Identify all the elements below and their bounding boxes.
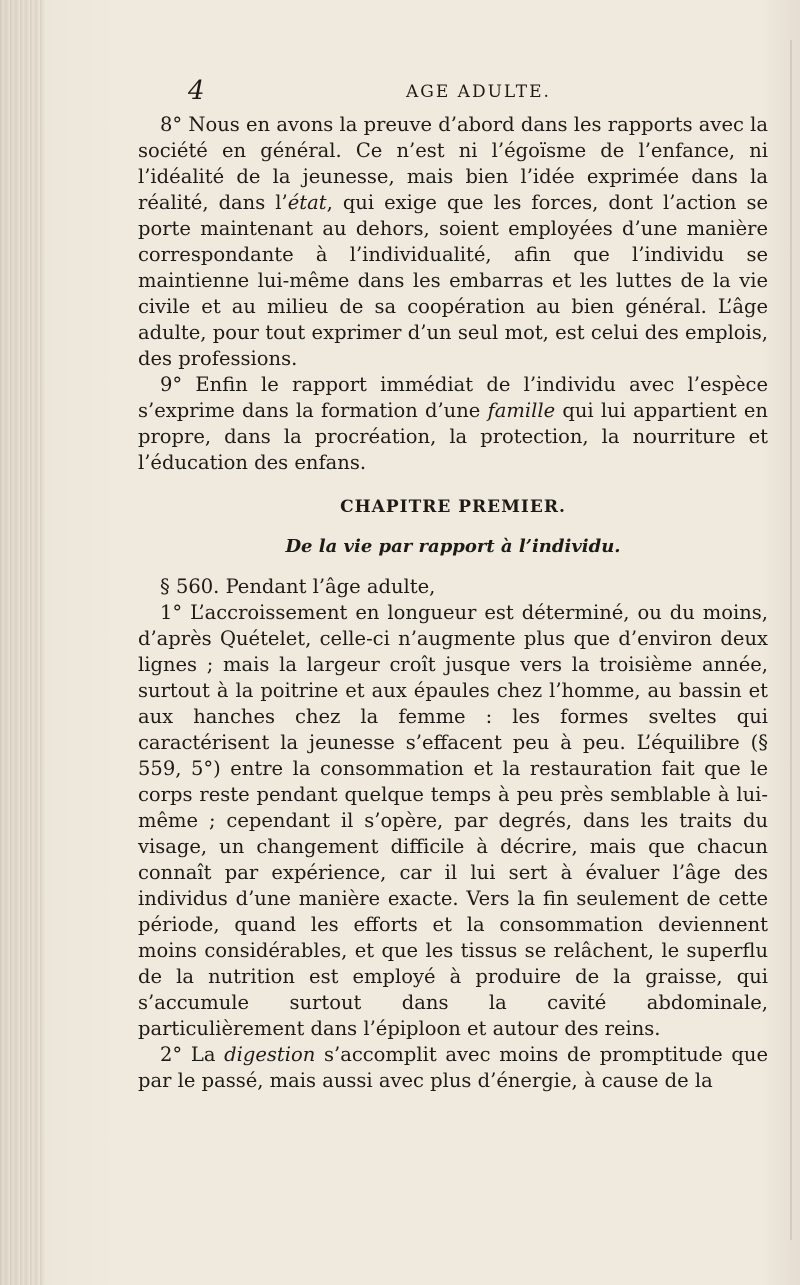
emphasis-famille: famille (487, 399, 556, 422)
paragraph-9: 9° Enfin le rapport immédiat de l’individu avec l’espèce s’exprime dans la formation d’une famille qui lui appartient en propre, dans la procréation, la protection, la nourriture et l’éducation des enfans. (138, 373, 768, 474)
chapter-subtitle: De la vie par rapport à l’individu. (285, 536, 621, 557)
chapter-heading: CHAPITRE PREMIER. (340, 497, 566, 517)
paragraph-1: 1° L’accroissement en longueur est déterminé, ou du moins, d’après Quételet, celle-ci n’augmente plus que d’environ deux lignes ; mais la largeur croît jusque vers la troisième année, surtout à la poitrine et aux épaules chez l’homme, au bassin et aux hanches chez la femme : les formes sveltes qui caractérisent la jeunesse s’effacent peu à peu. L’équilibre (§ 559, 5°) entre la consommation et la restauration fait que le corps reste pendant quelque temps à peu près semblable à lui-même ; cependant il s’opère, par degrés, dans les traits du visage, un changement difficile à décrire, mais que chacun connaît par expérience, car il lui sert à évaluer l’âge des individus d’une manière exacte. Vers la fin seulement de cette période, quand les efforts et la consommation deviennent moins considérables, et que les tissus se relâchent, le superflu de la nutrition est employé à produire de la graisse, qui s’accumule surtout dans la cavité abdominale, particulièrement dans l’épiploon et autour des reins. (138, 601, 768, 1040)
running-title: AGE ADULTE. (406, 82, 551, 102)
emphasis-digestion: digestion (224, 1043, 316, 1066)
paragraph-2: 2° La digestion s’accomplit avec moins de promptitude que par le passé, mais aussi avec plus d’énergie, à cause de la (138, 1043, 768, 1092)
page-number: 4 (188, 76, 205, 106)
page-edge (790, 40, 792, 1240)
binding-gutter (0, 0, 44, 1285)
page-header (188, 76, 758, 106)
section-560: § 560. Pendant l’âge adulte, (160, 575, 436, 598)
body-text (138, 112, 768, 1094)
emphasis-etat: état (287, 191, 327, 214)
paragraph-8: 8° Nous en avons la preuve d’abord dans les rapports avec la société en général. Ce n’est ni l’égoïsme de l’enfance, ni l’idéalité de la jeunesse, mais bien l’idée exprimée dans la réalité, dans l’état, qui exige que les forces, dont l’action se porte maintenant au dehors, soient employées d’une manière correspondante à l’individualité, afin que l’individu se maintienne lui-même dans les embarras et les luttes de la vie civile et au milieu de sa coopération au bien général. L’âge adulte, pour tout exprimer d’un seul mot, est celui des emplois, des professions. (138, 113, 768, 370)
